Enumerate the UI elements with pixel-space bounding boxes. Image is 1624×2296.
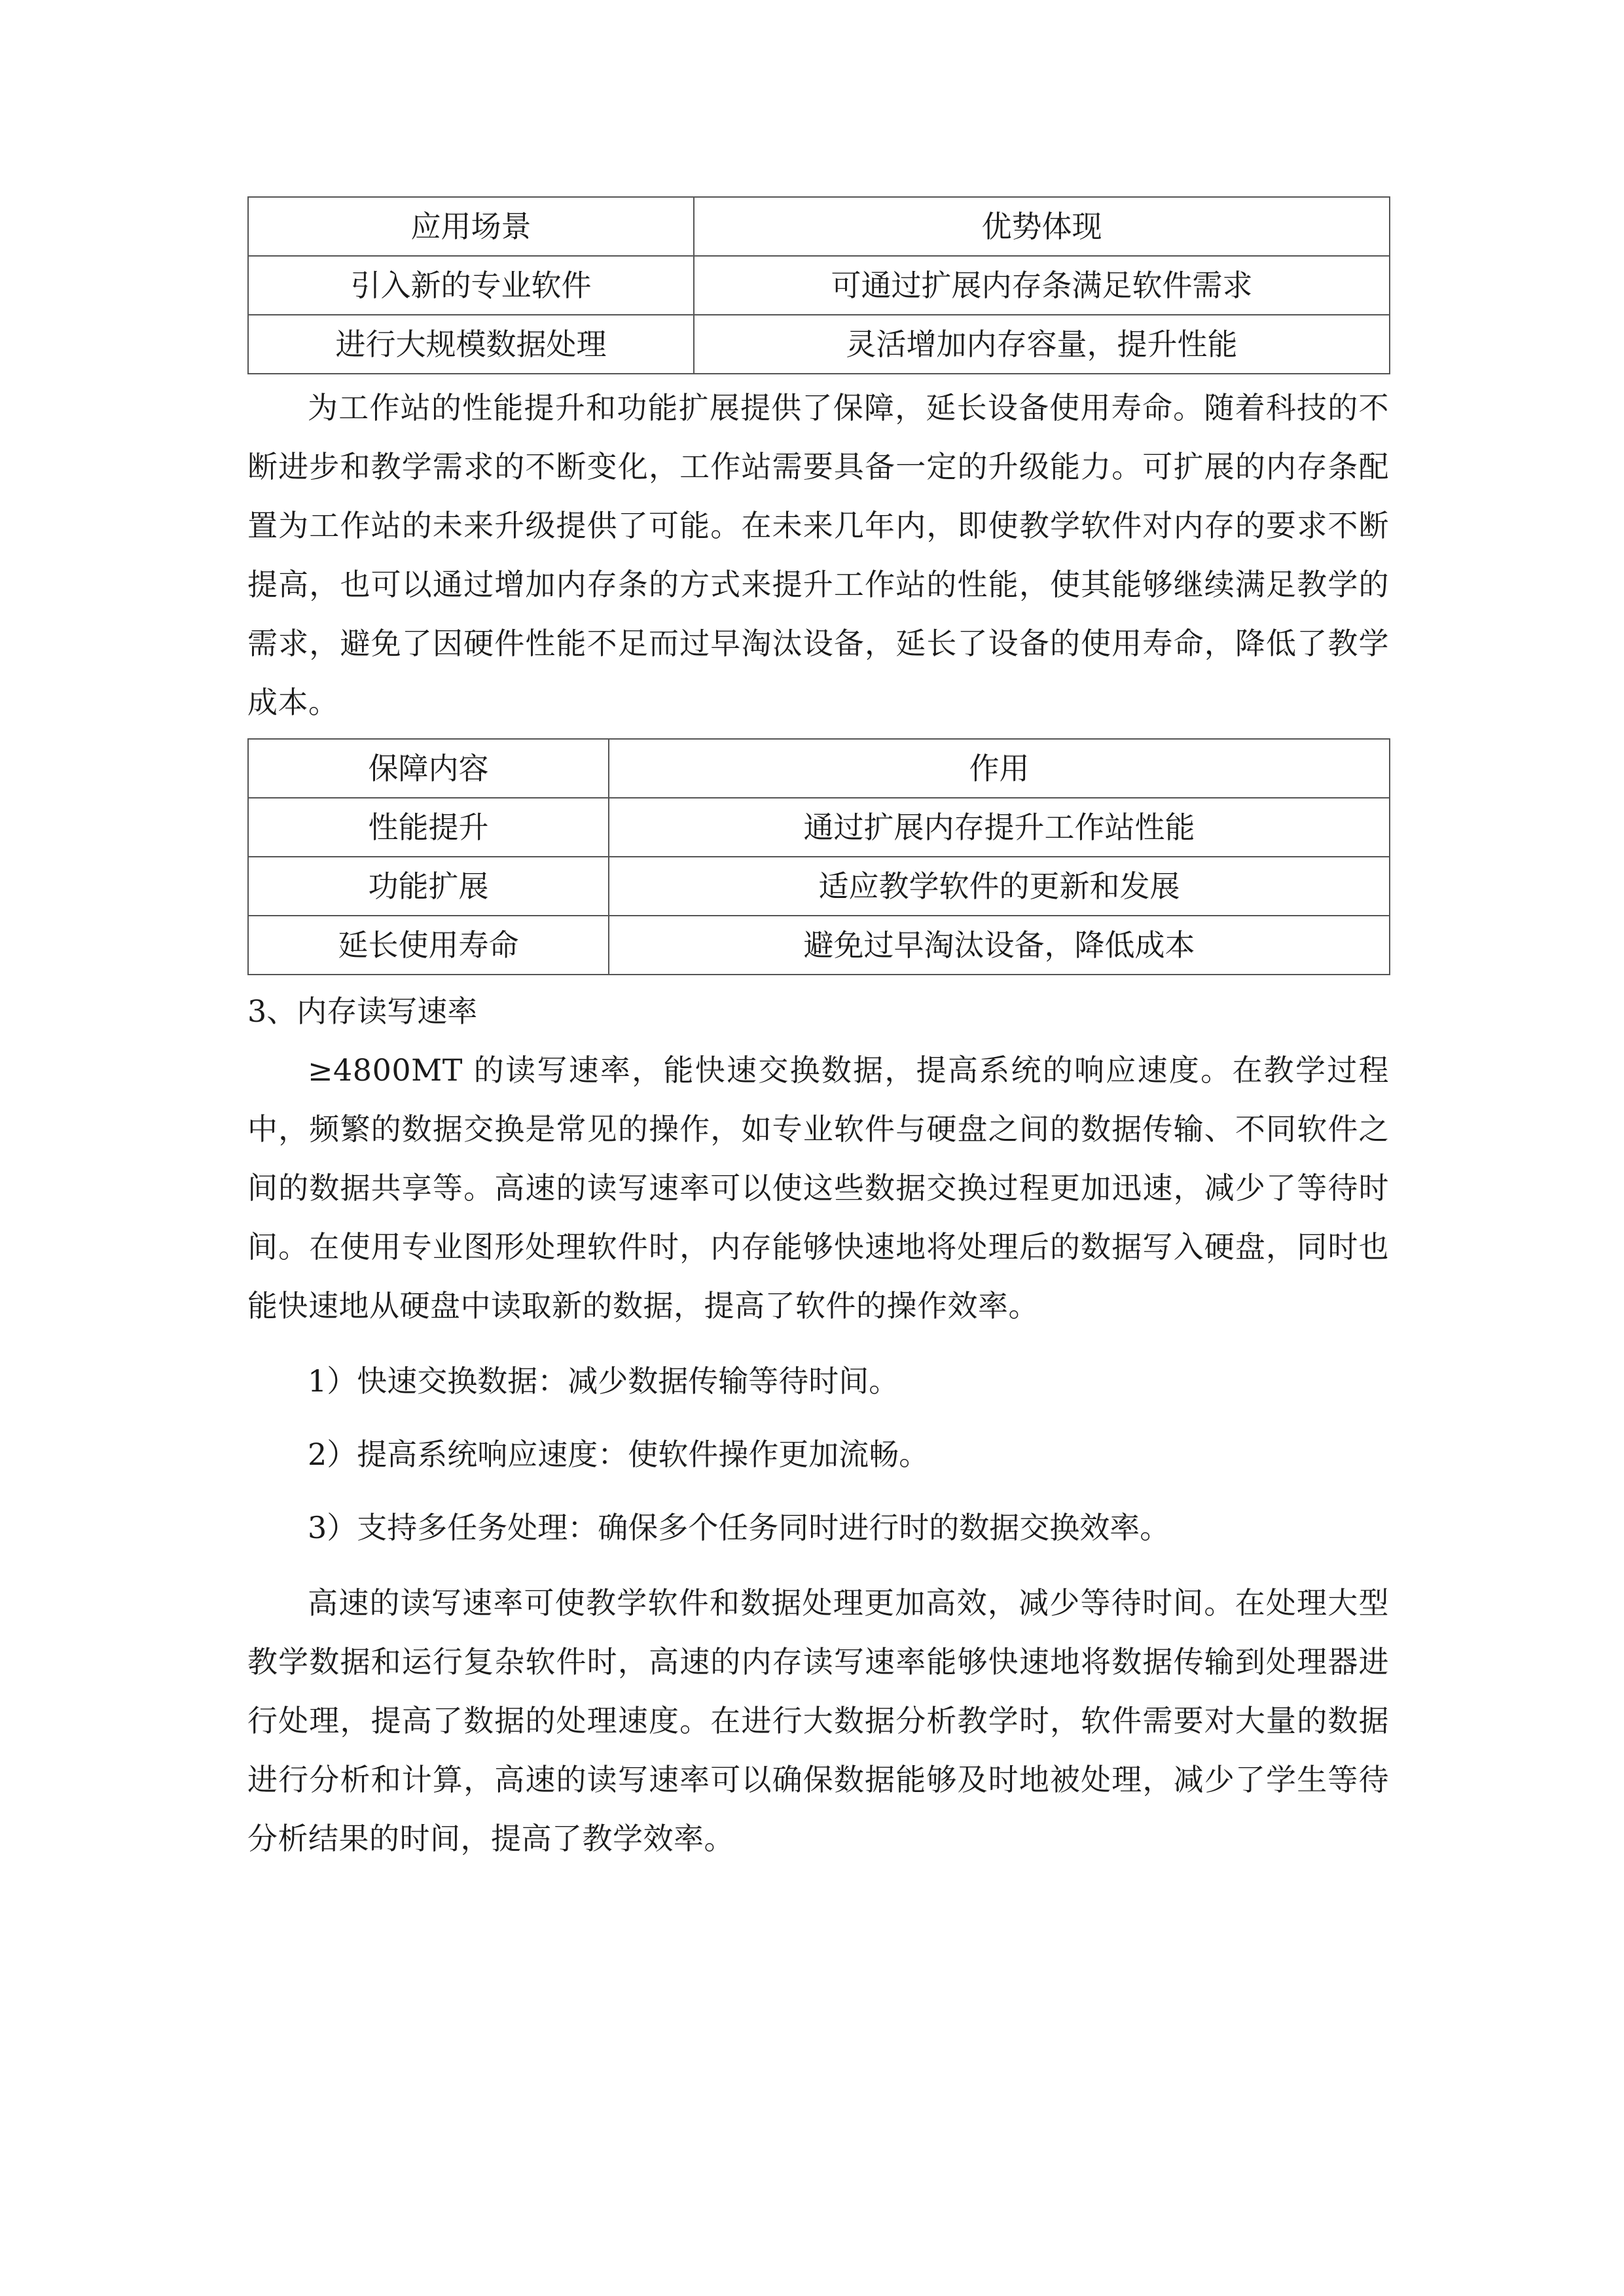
table-row: [248, 798, 1390, 857]
table-row: [248, 256, 1390, 315]
table-cell: 可通过扩展内存条满足软件需求: [694, 256, 1390, 315]
table-cell: 通过扩展内存提升工作站性能: [609, 798, 1390, 857]
scenario-advantage-table: [247, 196, 1390, 374]
paragraph-upgrade-capability: 为工作站的性能提升和功能扩展提供了保障，延长设备使用寿命。随着科技的不断进步和教学需求的不断变化，工作站需要具备一定的升级能力。可扩展的内存条配置为工作站的未来升级提供了可能。在未来几年内，即使教学软件对内存的要求不断提高，也可以通过增加内存条的方式来提升工作站的性能，使其能够继续满足教学的需求，避免了因硬件性能不足而过早淘汰设备，延长了设备的使用寿命，降低了教学成本。: [247, 390, 1389, 720]
section-heading: 3、内存读写速率: [247, 994, 478, 1029]
guarantee-effect-table: [247, 738, 1390, 975]
document-page: [247, 196, 1389, 1868]
table-header-cell: 应用场景: [248, 197, 694, 256]
paragraph-read-write-rate: ≥4800MT 的读写速率，能快速交换数据，提高系统的响应速度。在教学过程中，频繁的数据交换是常见的操作，如专业软件与硬盘之间的数据传输、不同软件之间的数据共享等。高速的读写速率可以使这些数据交换过程更加迅速，减少了等待时间。在使用专业图形处理软件时，内存能够快速地将处理后的数据写入硬盘，同时也能快速地从硬盘中读取新的数据，提高了软件的操作效率。: [247, 1052, 1389, 1323]
table-row: [248, 315, 1390, 374]
table-cell: 引入新的专业软件: [248, 256, 694, 315]
paragraph-efficiency: 高速的读写速率可使教学软件和数据处理更加高效，减少等待时间。在处理大型教学数据和运行复杂软件时，高速的内存读写速率能够快速地将数据传输到处理器进行处理，提高了数据的处理速度。在进行大数据分析教学时，软件需要对大量的数据进行分析和计算，高速的读写速率可以确保数据能够及时地被处理，减少了学生等待分析结果的时间，提高了教学效率。: [247, 1585, 1389, 1856]
table-cell: 避免过早淘汰设备，降低成本: [609, 916, 1390, 975]
list-item: 3）支持多任务处理：确保多个任务同时进行时的数据交换效率。: [308, 1510, 1170, 1545]
table-cell: 进行大规模数据处理: [248, 315, 694, 374]
list-item: 1）快速交换数据：减少数据传输等待时间。: [308, 1363, 899, 1399]
table-row: [248, 916, 1390, 975]
table-cell: 灵活增加内存容量，提升性能: [694, 315, 1390, 374]
table-row: [248, 857, 1390, 916]
table-header-cell: 作用: [609, 739, 1390, 798]
feature-list: [247, 1344, 1389, 1564]
table-header-cell: 优势体现: [694, 197, 1390, 256]
table-cell: 性能提升: [248, 798, 609, 857]
table-cell: 延长使用寿命: [248, 916, 609, 975]
list-item: 2）提高系统响应速度：使软件操作更加流畅。: [308, 1437, 929, 1472]
table-header-row: [248, 739, 1390, 798]
table-header-row: [248, 197, 1390, 256]
table-header-cell: 保障内容: [248, 739, 609, 798]
table-cell: 适应教学软件的更新和发展: [609, 857, 1390, 916]
table-cell: 功能扩展: [248, 857, 609, 916]
